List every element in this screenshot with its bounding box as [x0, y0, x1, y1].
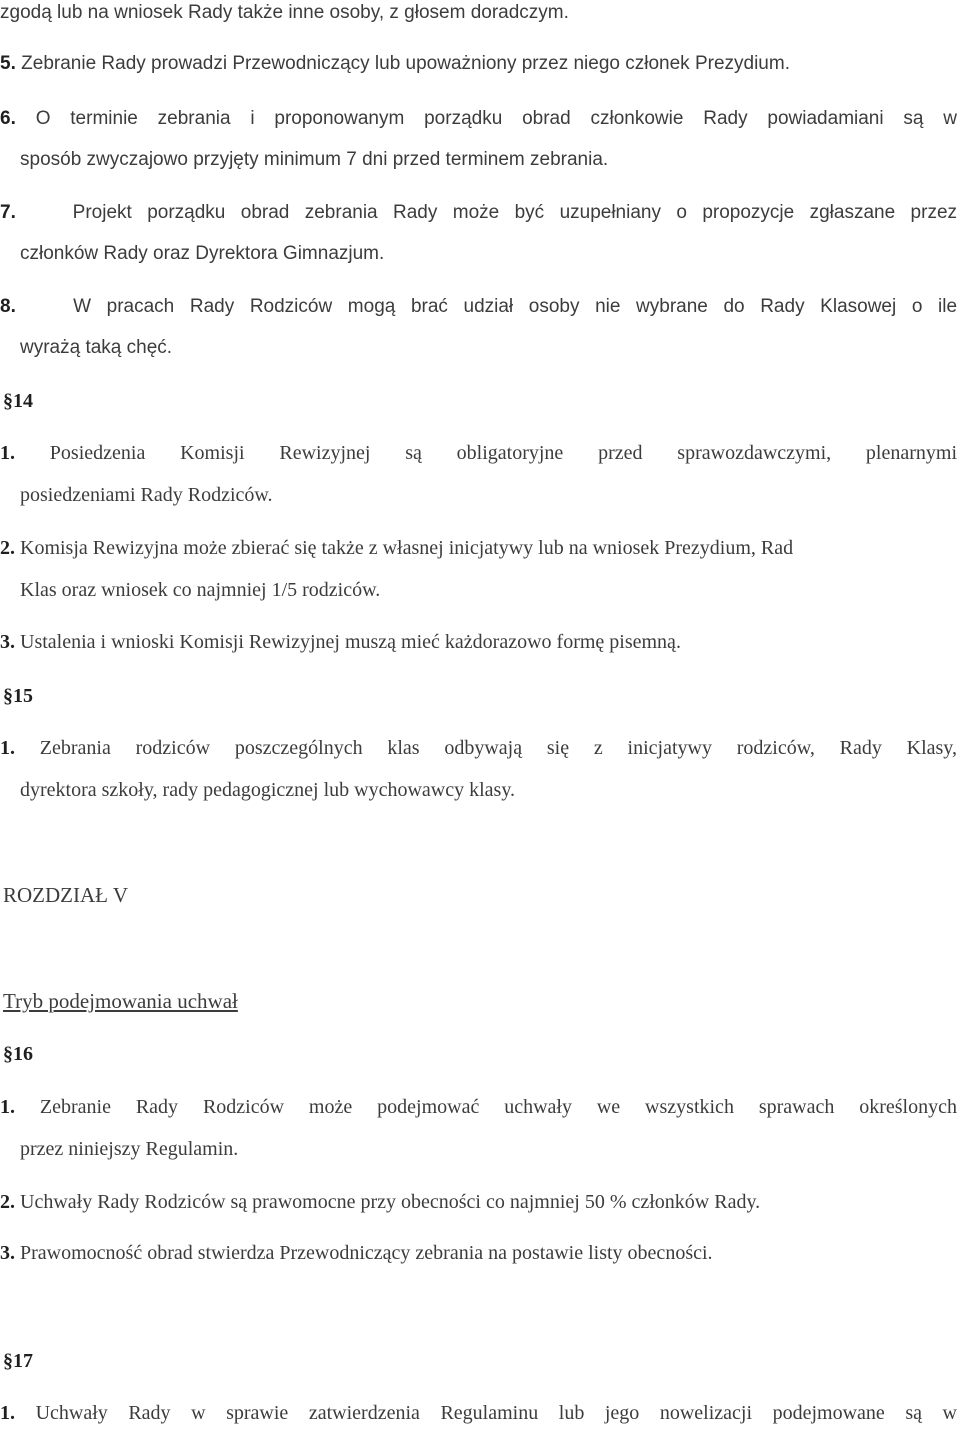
paragraph-number: 8.	[0, 296, 16, 317]
section-16-heading: §16	[3, 1043, 33, 1065]
section-14-point-2-continuation: Klas oraz wniosek co najmniej 1/5 rodziców.	[20, 579, 381, 601]
section-14-point-3	[0, 630, 681, 654]
paragraph-text: O terminie zebrania i proponowanym porządku obrad członkowie Rady powiadamiani są w	[35, 108, 958, 129]
paragraph-7-continuation: członków Rady oraz Dyrektora Gimnazjum.	[20, 243, 385, 264]
section-16-point-2	[0, 1190, 760, 1214]
section-14-heading: §14	[3, 390, 33, 412]
paragraph-text: Zebranie Rady prowadzi Przewodniczący lub upoważniony przez niego członek Prezydium.	[21, 53, 790, 74]
paragraph-number: 3.	[0, 1242, 15, 1264]
paragraph-7	[0, 201, 957, 225]
paragraph-number: 1.	[0, 1096, 15, 1118]
paragraph-5	[0, 52, 790, 76]
paragraph-text: Uchwały Rady Rodziców są prawomocne przy obecności co najmniej 50 % członków Rady.	[20, 1191, 761, 1213]
paragraph-text: Zebrania rodziców poszczególnych klas odbywają się z inicjatywy rodziców, Rady Klasy,	[39, 737, 958, 759]
chapter-heading: ROZDZIAŁ V	[3, 883, 129, 907]
paragraph-text: Ustalenia i wnioski Komisji Rewizyjnej muszą mieć każdorazowo formę pisemną.	[20, 631, 681, 653]
paragraph-number: 3.	[0, 631, 15, 653]
section-14-point-1	[0, 441, 957, 465]
section-15-point-1-continuation: dyrektora szkoły, rady pedagogicznej lub wychowawcy klasy.	[20, 779, 516, 801]
paragraph-number: 1.	[0, 1402, 15, 1424]
paragraph-number: 2.	[0, 537, 15, 559]
paragraph-text: Projekt porządku obrad zebrania Rady może być uzupełniany o propozycje zgłaszane przez	[72, 202, 958, 223]
paragraph-6-continuation: sposób zwyczajowo przyjęty minimum 7 dni przed terminem zebrania.	[20, 149, 609, 170]
text-line: zgodą lub na wniosek Rady także inne osoby, z głosem doradczym.	[0, 2, 569, 23]
paragraph-text: Posiedzenia Komisji Rewizyjnej są obligatoryjne przed sprawozdawczymi, plenarnymi	[49, 442, 957, 464]
paragraph-text: Zebranie Rady Rodziców może podejmować uchwały we wszystkich sprawach określonych	[39, 1096, 957, 1118]
paragraph-text: W pracach Rady Rodziców mogą brać udział osoby nie wybrane do Rady Klasowej o ile	[73, 296, 958, 317]
section-14-point-2	[0, 536, 793, 560]
paragraph-8	[0, 295, 957, 319]
paragraph-number: 1.	[0, 737, 15, 759]
section-16-point-1	[0, 1095, 957, 1119]
paragraph-8-continuation: wyrażą taką chęć.	[20, 337, 173, 358]
section-16-point-3	[0, 1241, 713, 1265]
paragraph-number: 2.	[0, 1191, 15, 1213]
paragraph-number: 6.	[0, 108, 16, 129]
chapter-title: Tryb podejmowania uchwał	[3, 989, 238, 1013]
paragraph-text: Uchwały Rady w sprawie zatwierdzenia Regulaminu lub jego nowelizacji podejmowane są w	[35, 1402, 958, 1424]
section-17-point-1	[0, 1401, 957, 1425]
paragraph-number: 1.	[0, 442, 15, 464]
paragraph-6	[0, 107, 957, 131]
section-14-point-1-continuation: posiedzeniami Rady Rodziców.	[20, 484, 273, 506]
section-17-heading: §17	[3, 1350, 33, 1372]
section-15-heading: §15	[3, 685, 33, 707]
paragraph-text: Komisja Rewizyjna może zbierać się także z własnej inicjatywy lub na wniosek Prezydium, Rad	[20, 537, 794, 559]
paragraph-number: 5.	[0, 53, 16, 74]
section-16-point-1-continuation: przez niniejszy Regulamin.	[20, 1138, 239, 1160]
paragraph-number: 7.	[0, 202, 16, 223]
paragraph-text: Prawomocność obrad stwierdza Przewodniczący zebrania na postawie listy obecności.	[20, 1242, 713, 1264]
section-15-point-1	[0, 736, 957, 760]
